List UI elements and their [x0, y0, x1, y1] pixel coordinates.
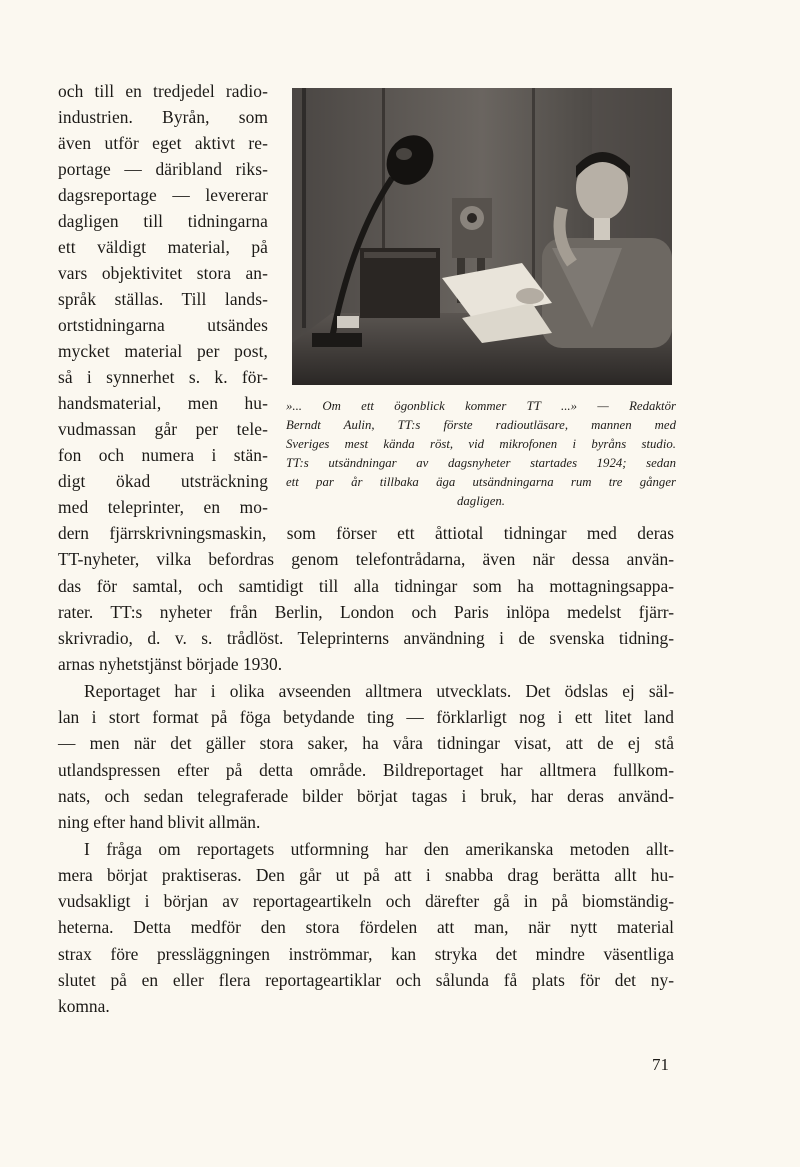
studio-photo: [292, 88, 672, 385]
body-line: mycket material per post,: [58, 341, 268, 361]
body-line: arnas nyhetstjänst började 1930.: [58, 654, 283, 675]
body-line: heterna. Detta medför den stora fördelen att man, när nytt material: [58, 917, 674, 938]
body-line: rater. TT:s nyheter från Berlin, London och Paris inlöpa medelst fjärr-: [58, 601, 674, 622]
body-line: dern fjärrskrivningsmaskin, som förser ett åttiotal tidningar med deras: [58, 523, 674, 543]
body-line: fon och numera i stän-: [58, 445, 268, 465]
body-line: vars objektivitet stora an-: [58, 263, 268, 283]
paragraph-first-line: I fråga om reportagets utformning har den amerikanska metoden allt-: [84, 838, 674, 859]
body-line: ett väldigt material, på: [58, 237, 268, 257]
body-line: slutet på en eller flera reportageartiklar och sålunda få plats för det ny-: [58, 970, 674, 991]
body-line: så i synnerhet s. k. för-: [58, 367, 268, 387]
body-line: portage — däribland riks-: [58, 159, 268, 179]
body-line: språk ställas. Till lands-: [58, 289, 268, 309]
body-line: lan i stort format på föga betydande ting — förklarligt nog i ett litet land: [58, 707, 674, 728]
body-line: ning efter hand blivit allmän.: [58, 812, 261, 833]
body-line: handsmaterial, men hu-: [58, 393, 268, 413]
body-line: vudsakligt i början av reportageartikeln och därefter gå in på biomständig-: [58, 891, 674, 912]
body-line: ortstidningarna utsändes: [58, 315, 268, 335]
body-line: och till en tredjedel radio-: [58, 81, 268, 101]
caption-line: TT:s utsändningar av dagsnyheter startades 1924; sedan: [286, 456, 676, 470]
caption-line: dagligen.: [457, 494, 505, 508]
body-line: dagsreportage — levererar: [58, 185, 268, 205]
body-line: utlandspressen efter på detta område. Bildreportaget har alltmera fullkom-: [58, 759, 674, 780]
body-line: med teleprinter, en mo-: [58, 497, 268, 517]
photo-caption: [286, 397, 676, 511]
caption-line: Berndt Aulin, TT:s förste radioutläsare, mannen med: [286, 418, 676, 432]
body-line: dagligen till tidningarna: [58, 211, 268, 231]
body-line: industrien. Byrån, som: [58, 107, 268, 127]
body-line: das för samtal, och samtidigt till alla tidningar som ha mottagningsappa-: [58, 575, 674, 596]
body-line: digt ökad utsträckning: [58, 471, 268, 491]
body-line: komna.: [58, 996, 110, 1017]
full-width-text: [58, 520, 674, 1020]
body-line: nats, och sedan telegraferade bilder börjat tagas i bruk, har deras använd-: [58, 785, 674, 806]
body-line: — men när det gäller stora saker, ha våra tidningar visat, att de ej stå: [58, 733, 674, 754]
caption-line: »... Om ett ögonblick kommer TT ...» — Redaktör: [286, 399, 676, 413]
page-number: 71: [652, 1055, 669, 1074]
caption-line: Sveriges mest kända röst, vid mikrofonen i byråns studio.: [286, 437, 676, 451]
body-line: mera börjat praktiseras. Den går ut på att i snabba drag berätta allt hu-: [58, 864, 674, 885]
body-line: TT-nyheter, vilka befordras genom telefontrådarna, även när dessa använ-: [58, 549, 674, 570]
paragraph-first-line: Reportaget har i olika avseenden alltmera utvecklats. Det ödslas ej säl-: [84, 680, 674, 701]
body-line: vudmassan går per tele-: [58, 419, 268, 439]
body-line: även utför eget aktivt re-: [58, 133, 268, 153]
body-line: strax före pressläggningen inströmmar, kan stryka det mindre väsentliga: [58, 943, 674, 964]
body-line: skrivradio, d. v. s. trådlöst. Teleprinterns användning i de svenska tidning-: [58, 628, 674, 649]
left-text-column: [58, 78, 268, 520]
caption-line: ett par år tillbaka äga utsändningarna rum tre gånger: [286, 475, 676, 489]
